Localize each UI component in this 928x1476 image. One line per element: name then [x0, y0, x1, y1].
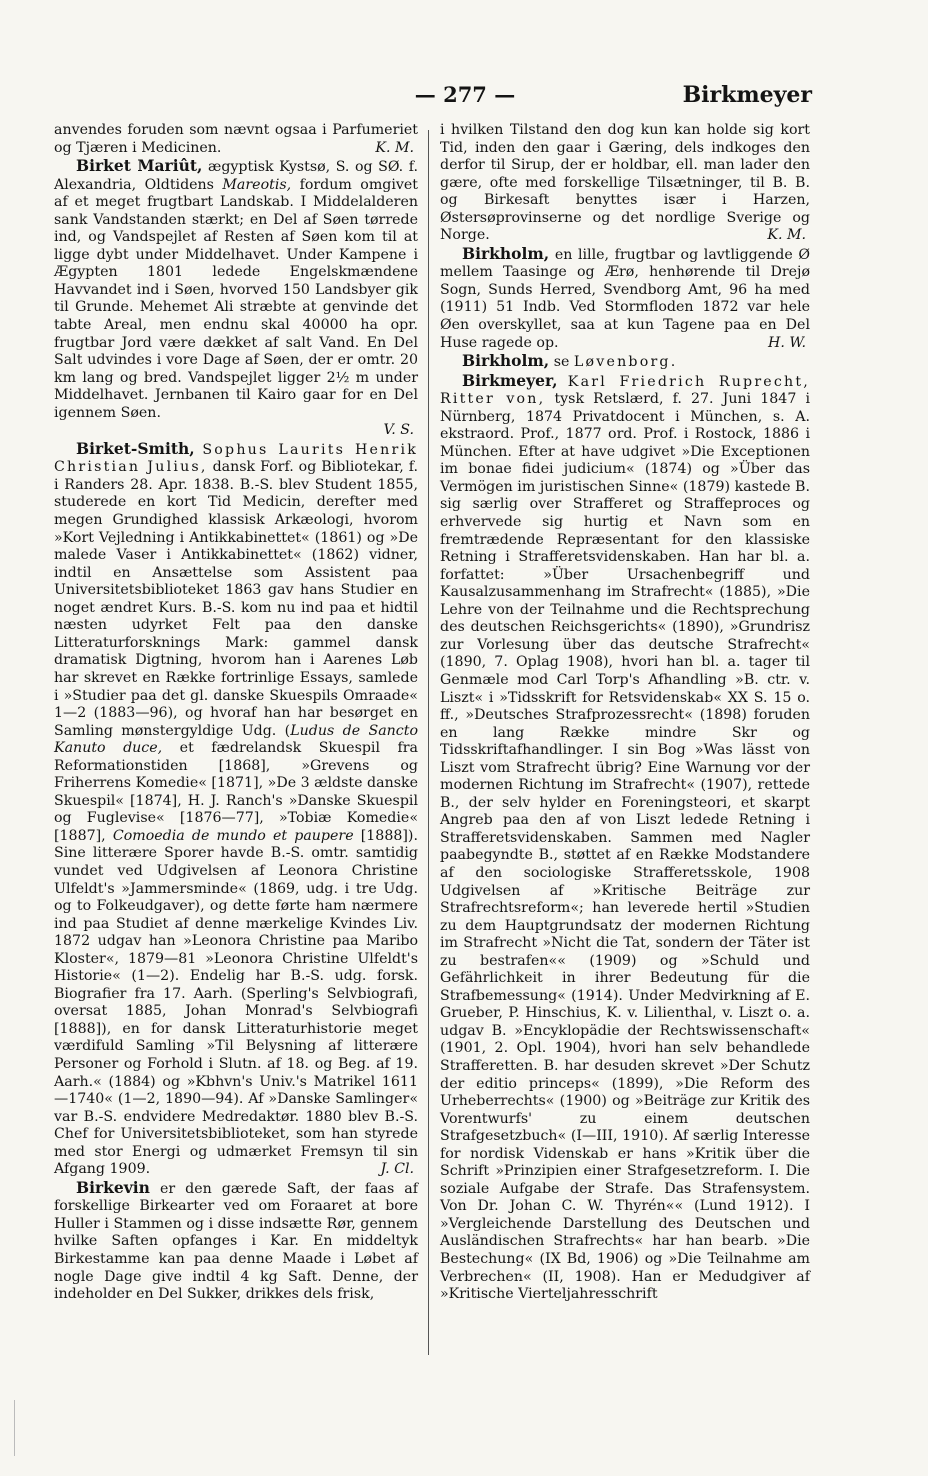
entry-text: fordum omgivet af et meget frugtbart Landskab. I Middelalderen sank Vandstanden stærkt; en Del af Søen tørrede ind, og Vandspejlet af Resten af Søen kom til at ligge dybt under Middelhavet. Under Kampene i Ægypten 1801 ledede Engelskmændene Havvandet ind i Søen, hvorved 150 Landsbyer gik til Grunde. Mehemet Ali stræbte at genvinde det tabte Areal, men endnu skal 40000 ha opr. frugtbar Jord være dækket af salt Vand. En Del Salt udvindes i vore Dage af Søen, der er omtr. 20 km lang og bred. Vandspejlet ligger 2½ m under Middelhavet. Jernbanen til Kairo gaar for en Del igennem Søen. — [54, 176, 418, 421]
headword: Birkholm, — [462, 243, 550, 263]
entry-continuation — [54, 122, 418, 157]
left-column — [54, 122, 418, 1304]
entry-birkevin — [54, 1179, 418, 1304]
right-column — [440, 122, 810, 1304]
column-divider — [428, 130, 429, 1355]
entry-text: i hvilken Tilstand den dog kun kan holde sig kort Tid, inden den gaar i Gæring, dels indkoges den derfor til Sirup, der er holdbar, ell. man lader den gære, ofte med forskellige Tilsætninger, til B. B. og Birkesaft benyttes især i Harzen, Østersøprovinserne og det nordlige Sverige og Norge. — [440, 122, 810, 244]
headword: Birket-Smith, — [76, 438, 195, 458]
entry-text: tysk Retslærd, f. 27. Juni 1847 i Nürnberg, 1874 Privatdocent i München, s. A. ekstraord. Prof., 1877 ord. Prof. i Rostock, 1886 i München. Efter at have udgivet »Die Exceptionen im bonae fidei judicium« (1874) og »Über das Vermögen im juristischen Sinne« (1879) kastede B. sig særlig over Strafferet og Straffeproces og erhvervede sig hurtig et Navn som en fremtrædende Repræsentant for den klassiske Retning i Strafferetsvidenskaben. Han har bl. a. forfattet: »Über Ursachenbegriff und Kausalzusammenhang im Strafrecht« (1885), »Die Lehre von der Teilnahme und die Rechtsprechung des deutschen Reichsgerichts« (1890), »Grundrisz zur Vorlesung über das deutsche Strafrecht« (1890, 7. Oplag 1908), hvori han bl. a. tager til Genmæle mod Carl Torp's Afhandling »B. ctr. v. Liszt« i »Tidsskrift for Retsvidenskab« XX S. 15 o. ff., »Deutsches Strafprozessrecht« (1898) foruden en lang Række mindre Skr og Tidsskriftafhandlinger. I sin Bog »Was lässt von Liszt vom Strafrecht übrig? Eine Warnung vor der modernen Richtung im Strafrecht« (1907), rettede B., der selv hylder en Foreningsteori, et skarpt Angreb paa den af von Liszt ledede Retning i Strafferetsvidenskaben. Sammen med Nagler paabegyndte B., støttet af en Række Modstandere af den sociologiske Strafferetsskole, 1908 Udgivelsen af »Kritische Beiträge zur Strafrechtsreform«; han leverede hertil »Studien zu dem Hauptgrundsatz der modernen Richtung im Strafrecht »Nicht die Tat, sondern der Täter ist zu bestrafen«« (1909) og »Schuld und Gefährlichkeit in ihrer Bedeutung für die Strafbemessung« (1914). Under Medvirkning af E. Grueber, P. Hinschius, K. v. Lilienthal, v. Liszt o. a. udgav B. »Encyklopädie der Rechtswissenschaft« (1901, 2. Opl. 1904), hvori han selv behandlede Strafferetten. B. har desuden skrevet »Der Schutz der editio princeps« (1899), »Die Reform des Urheberrechts« (1900) og »Beiträge zur Kritik des Vorentwurfs' zu einem deutschen Strafgesetzbuch« (I—III, 1910). Af særlig Interesse for nordisk Videnskab er hans »Kritik über die Schrift »Prinzipien einer Strafgesetzreform. I. Die soziale Aufgabe der Strafe. Das Strafensystem. Von Dr. Johan C. W. Thyrén«« (Lund 1912). I »Vergleichende Darstellung des Deutschen und Ausländischen Strafrechts« har han bearb. »Die Bestechung« (IX Bd, 1906) og »Die Teilnahme am Verbrechen« (II, 1908). Han er Medudgiver af »Kritische Vierteljahresschrift — [440, 391, 811, 1303]
entry-birkholm — [440, 245, 810, 352]
entry-text: dansk Forf. og Bibliotekar, f. i Randers 28. Apr. 1838. B.-S. blev Student 1855, studerede en kort Tid Medicin, derefter med megen Grundighed klassisk Arkæologi, hvorom »Kort Vejledning i Antikkabinettet« (1861) og »De malede Vaser i Antikkabinettet« (1862) vidner, indtil en Ansættelse som Assistent paa Universitetsbiblioteket 1863 gav hans Studier en noget ændret Kurs. B.-S. kom nu ind paa et hidtil næsten udyrket Felt paa den danske Litteraturforsknings Mark: gammel dansk dramatisk Digtning, hvorom han i Aarenes Løb har skrevet en Række fortrinlige Essays, samlede i »Studier paa det gl. danske Skuespils Omraade« 1—2 (1883—96), og hvoraf han har besørget en Samling mønstergyldige Udg. ( — [54, 459, 418, 739]
author-signature: H. W. — [767, 334, 806, 351]
scan-margin-mark — [14, 1400, 15, 1456]
entry-text: et fædrelandsk Skuespil fra Reformationstiden [1868], »Grevens og Friherrens Komedie« [1871], »De 3 ældste danske Skuespil« [1874], H. J. Ranch's »Danske Skuespil og Fuglevise« [1876—77], »Tobiæ Komedie« [1887], — [54, 740, 418, 844]
headword: Birkevin — [76, 1177, 150, 1197]
spaced-name: Karl Friedrich Ruprecht, Ritter von, — [440, 373, 810, 408]
page-header — [52, 80, 812, 110]
entry-birket-mariut — [54, 157, 418, 440]
entry-birkholm-reference — [440, 352, 810, 372]
author-signature: K. M. — [375, 139, 414, 156]
author-signature: V. S. — [383, 422, 414, 439]
headword: Birkmeyer, — [462, 370, 558, 390]
entry-italic: Ludus de Sancto Kanuto duce, — [54, 722, 418, 757]
author-signature: K. M. — [767, 227, 806, 244]
author-signature: J. Cl. — [380, 1161, 414, 1178]
entry-text: [1888]). Sine litterære Sporer havde B.-S. omtr. samtidig vundet ved Udgivelsen af Leonora Christine Ulfeldt's »Jammersminde« (1869, udg. i tre Udg. og to Folkeudgaver), og dette førte ham nærmere ind paa Studiet af denne mærkelige Kvindes Liv. 1872 udgav han »Leonora Christine paa Maribo Kloster«, 1879—81 »Leonora Christine Ulfeldt's Historie« (1—2). Endelig har B.-S. udg. forsk. Biografier fra 17. Aarh. (Sperling's Selvbiografi, oversat 1885, Johan Monrad's Selvbiografi [1888]), en for dansk Litteraturhistorie meget værdifuld Samling »Til Belysning af litterære Personer og Forhold i Slutn. af 18. og Beg. af 19. Aarh.« (1884) og »Kbhvn's Univ.'s Matrikel 1611—1740« (1—2, 1890—94). Af »Danske Samlinger« var B.-S. endvidere Medredaktør. 1880 blev B.-S. Chef for Universitetsbiblioteket, som han styrede med stor Energi og udmærket Fremsyn til sin Afgang 1909. — [54, 827, 418, 1178]
spaced-name: Sophus Laurits Henrik Christian Julius, — [54, 441, 418, 476]
entry-text: ægyptisk Kystsø, S. og SØ. f. Alexandria, Oldtidens — [54, 159, 418, 193]
headword: Birket Mariût, — [76, 156, 203, 176]
headword: Birkholm, — [462, 351, 550, 371]
entry-text: er den gærede Saft, der faas af forskellige Birkearter ved om Foraaret at bore Huller i Stammen og i disse indsætte Rør, gennem hvilke Saften opfanges i Kar. En middeltyk Birkestamme kan paa denne Maade i Løbet af nogle Dage give indtil 4 kg Saft. Denne, der indeholder en Del Sukker, drikkes dels frisk, — [54, 1180, 419, 1303]
entry-text: anvendes foruden som nævnt ogsaa i Parfumeriet og Tjæren i Medicinen. — [54, 122, 418, 156]
cross-reference: Løvenborg. — [573, 354, 678, 371]
entry-birkevin-continued — [440, 122, 810, 245]
entry-birkmeyer — [440, 372, 810, 1304]
entry-text: en lille, frugtbar og lavtliggende Ø mellem Taasinge og Ærø, henhørende til Drejø Sogn, Sunds Herred, Svendborg Amt, 96 ha med (1911) 51 Indb. Ved Stormfloden 1872 var hele Øen overskyllet, saa at kun Tagene paa en Del Huse ragede op. — [440, 246, 810, 351]
entry-text: se — [553, 354, 570, 371]
running-head: Birkmeyer — [682, 82, 812, 108]
page-number: — 277 — — [414, 82, 516, 107]
entry-italic: Comoedia de mundo et paupere — [112, 827, 354, 844]
entry-italic: Mareotis, — [222, 176, 292, 193]
entry-birket-smith — [54, 440, 418, 1179]
